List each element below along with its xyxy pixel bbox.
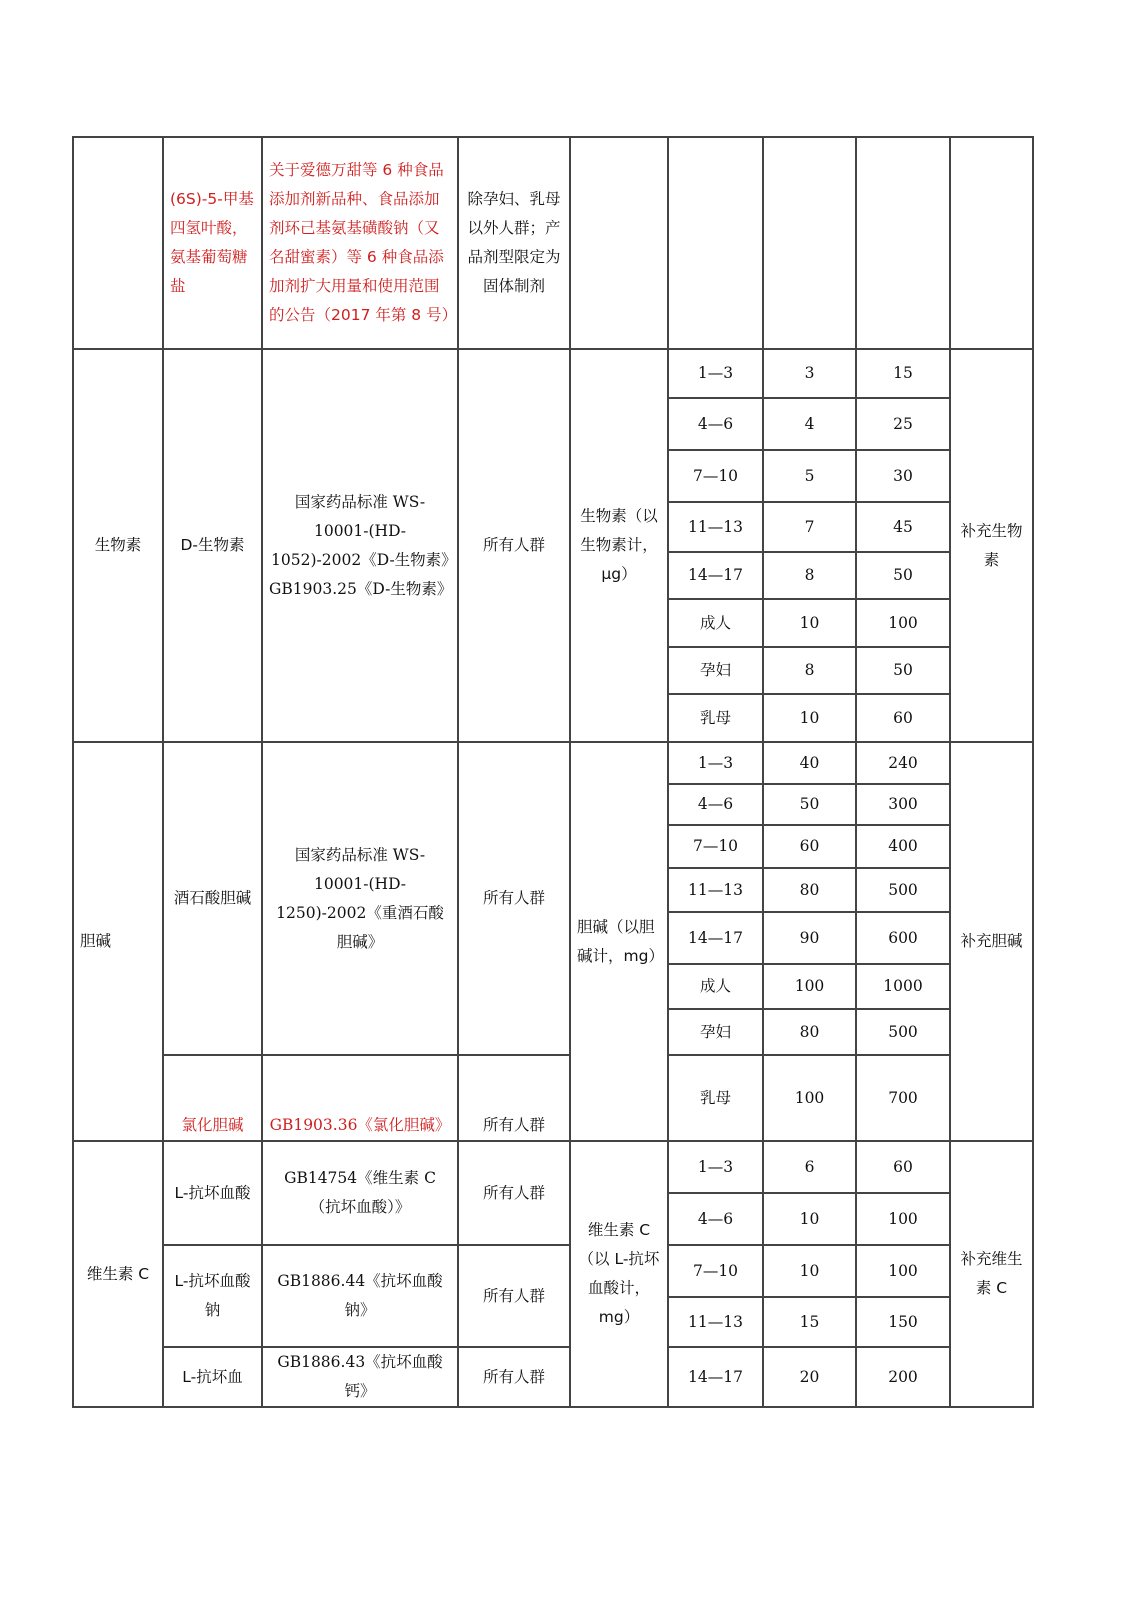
ingredient-cell: 酒石酸胆碱 [164, 743, 263, 1056]
max-cell: 150 [857, 1298, 951, 1348]
ingredient-cell: L-抗坏血酸 [164, 1142, 263, 1246]
max-cell: 30 [857, 451, 951, 503]
min-cell: 100 [764, 965, 857, 1010]
max-cell: 60 [857, 1142, 951, 1194]
max-cell: 50 [857, 553, 951, 600]
max-cell: 700 [857, 1056, 951, 1142]
max-cell: 60 [857, 695, 951, 743]
table-row [74, 1142, 1034, 1194]
unit-cell: 胆碱（以胆碱计，mg） [571, 743, 669, 1142]
ingredient-cell: L-抗坏血酸钠 [164, 1246, 263, 1348]
max-cell: 500 [857, 869, 951, 913]
min-cell: 8 [764, 553, 857, 600]
nutrient-cell: 胆碱 [74, 743, 164, 1142]
age-cell: 乳母 [669, 695, 764, 743]
ingredient-cell: 氯化胆碱 [164, 1056, 263, 1142]
age-cell: 11—13 [669, 869, 764, 913]
table-row [74, 1348, 1034, 1408]
population-cell: 除孕妇、乳母以外人群；产品剂型限定为固体制剂 [459, 138, 571, 350]
min-cell: 80 [764, 1010, 857, 1056]
min-cell: 7 [764, 503, 857, 553]
age-cell: 乳母 [669, 1056, 764, 1142]
age-cell: 11—13 [669, 503, 764, 553]
min-cell: 10 [764, 600, 857, 648]
max-cell: 240 [857, 743, 951, 785]
age-cell [669, 138, 764, 350]
min-cell: 3 [764, 350, 857, 399]
age-cell: 14—17 [669, 913, 764, 965]
max-cell: 100 [857, 1194, 951, 1246]
population-cell: 所有人群 [459, 1056, 571, 1142]
age-cell: 7—10 [669, 1246, 764, 1298]
max-cell: 300 [857, 785, 951, 826]
age-cell: 11—13 [669, 1298, 764, 1348]
standard-cell: 国家药品标准 WS-10001-(HD-1052)-2002《D-生物素》GB1903.25《D-生物素》 [263, 350, 459, 743]
max-cell: 600 [857, 913, 951, 965]
age-cell: 孕妇 [669, 648, 764, 695]
max-cell: 400 [857, 826, 951, 869]
age-cell: 成人 [669, 600, 764, 648]
purpose-cell: 补充胆碱 [951, 743, 1034, 1142]
min-cell: 10 [764, 1246, 857, 1298]
min-cell [764, 138, 857, 350]
min-cell: 5 [764, 451, 857, 503]
max-cell: 1000 [857, 965, 951, 1010]
age-cell: 7—10 [669, 451, 764, 503]
nutrient-cell: 维生素 C [74, 1142, 164, 1408]
population-cell: 所有人群 [459, 350, 571, 743]
purpose-cell: 补充生物素 [951, 350, 1034, 743]
max-cell: 200 [857, 1348, 951, 1408]
unit-cell [571, 138, 669, 350]
max-cell: 15 [857, 350, 951, 399]
min-cell: 10 [764, 695, 857, 743]
population-cell: 所有人群 [459, 1142, 571, 1246]
age-cell: 7—10 [669, 826, 764, 869]
age-cell: 1—3 [669, 350, 764, 399]
standard-cell: GB1886.43《抗坏血酸钙》 [263, 1348, 459, 1408]
age-cell: 1—3 [669, 1142, 764, 1194]
min-cell: 10 [764, 1194, 857, 1246]
purpose-cell: 补充维生素 C [951, 1142, 1034, 1408]
min-cell: 50 [764, 785, 857, 826]
table-row [74, 743, 1034, 785]
max-cell: 100 [857, 600, 951, 648]
age-cell: 14—17 [669, 553, 764, 600]
nutrient-table [72, 136, 1034, 1408]
unit-cell: 维生素 C（以 L-抗坏血酸计，mg） [571, 1142, 669, 1408]
age-cell: 14—17 [669, 1348, 764, 1408]
min-cell: 40 [764, 743, 857, 785]
standard-cell: 关于爱德万甜等 6 种食品添加剂新品种、食品添加剂环己基氨基磺酸钠（又名甜蜜素）等 6 种食品添加剂扩大用量和使用范围的公告（2017 年第 8 号） [263, 138, 459, 350]
age-cell: 4—6 [669, 1194, 764, 1246]
max-cell: 45 [857, 503, 951, 553]
age-cell: 1—3 [669, 743, 764, 785]
population-cell: 所有人群 [459, 1348, 571, 1408]
min-cell: 80 [764, 869, 857, 913]
age-cell: 成人 [669, 965, 764, 1010]
min-cell: 100 [764, 1056, 857, 1142]
nutrient-cell [74, 138, 164, 350]
min-cell: 20 [764, 1348, 857, 1408]
table-row [74, 350, 1034, 399]
age-cell: 孕妇 [669, 1010, 764, 1056]
table-row [74, 1056, 1034, 1142]
min-cell: 8 [764, 648, 857, 695]
unit-cell: 生物素（以生物素计，μg） [571, 350, 669, 743]
max-cell [857, 138, 951, 350]
standard-cell: GB1886.44《抗坏血酸钠》 [263, 1246, 459, 1348]
standard-cell: GB14754《维生素 C（抗坏血酸）》 [263, 1142, 459, 1246]
min-cell: 15 [764, 1298, 857, 1348]
population-cell: 所有人群 [459, 743, 571, 1056]
age-cell: 4—6 [669, 399, 764, 451]
table-row [74, 138, 1034, 350]
ingredient-cell: D-生物素 [164, 350, 263, 743]
table-row [74, 1246, 1034, 1298]
min-cell: 60 [764, 826, 857, 869]
population-cell: 所有人群 [459, 1246, 571, 1348]
ingredient-cell: L-抗坏血 [164, 1348, 263, 1408]
max-cell: 100 [857, 1246, 951, 1298]
min-cell: 4 [764, 399, 857, 451]
ingredient-cell: (6S)-5-甲基四氢叶酸，氨基葡萄糖盐 [164, 138, 263, 350]
purpose-cell [951, 138, 1034, 350]
standard-cell: GB1903.36《氯化胆碱》 [263, 1056, 459, 1142]
min-cell: 90 [764, 913, 857, 965]
max-cell: 50 [857, 648, 951, 695]
min-cell: 6 [764, 1142, 857, 1194]
nutrient-cell: 生物素 [74, 350, 164, 743]
age-cell: 4—6 [669, 785, 764, 826]
standard-cell: 国家药品标准 WS-10001-(HD-1250)-2002《重酒石酸胆碱》 [263, 743, 459, 1056]
max-cell: 500 [857, 1010, 951, 1056]
max-cell: 25 [857, 399, 951, 451]
